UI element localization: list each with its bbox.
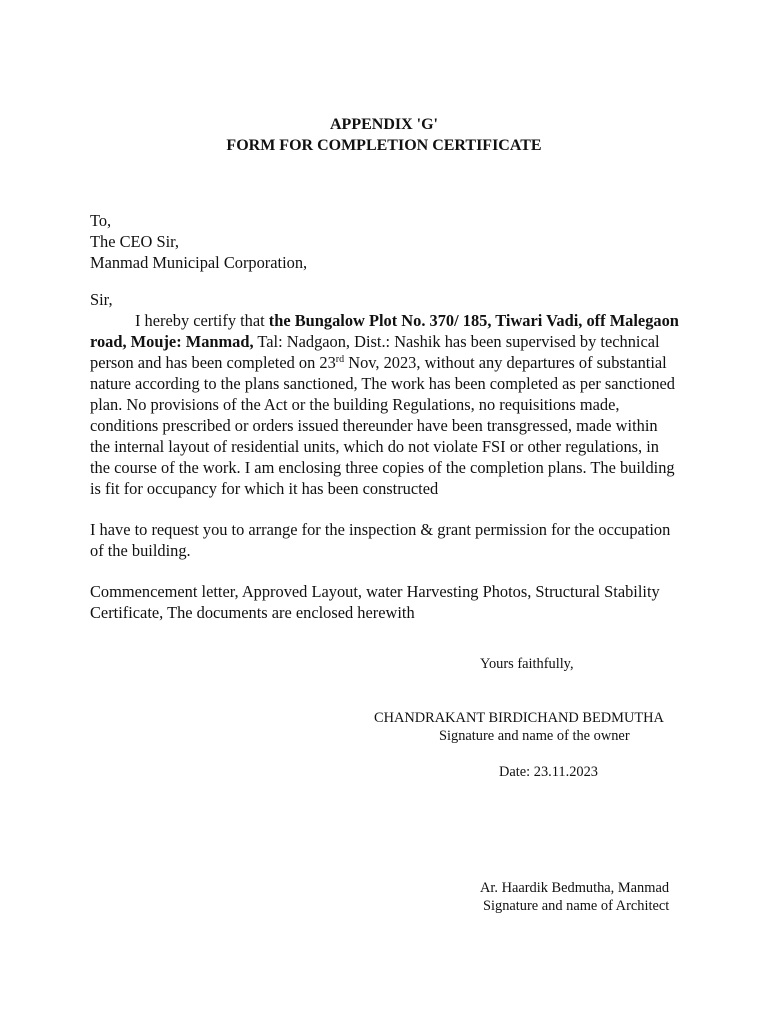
certification-intro: I hereby certify that [135, 311, 269, 330]
owner-name: CHANDRAKANT BIRDICHAND BEDMUTHA [374, 710, 664, 726]
property-description: the Bungalow Plot No. 370/ 185, Tiwari Vadi, off Malegaon road, Mouje: Manmad, [90, 311, 679, 351]
signing-date: Date: 23.11.2023 [499, 764, 598, 780]
certification-location: Tal: Nadgaon, Dist.: Nashik has been supervised by technical person and has been completed on 23 [90, 332, 660, 372]
salutation: Sir, [90, 290, 113, 309]
owner-signature-caption: Signature and name of the owner [439, 728, 630, 744]
request-paragraph: I have to request you to arrange for the inspection & grant permission for the occupation of the building. [90, 520, 671, 560]
date-ordinal-suffix: rd [335, 354, 345, 365]
address-organization: Manmad Municipal Corporation, [90, 253, 308, 272]
address-recipient: The CEO Sir, [90, 232, 180, 251]
architect-name: Ar. Haardik Bedmutha, Manmad [480, 880, 670, 896]
document-subtitle: FORM FOR COMPLETION CERTIFICATE [226, 137, 542, 154]
certification-details: Nov, 2023, without any departures of substantial nature according to the plans sanctioned, The work has been completed as per sanctioned plan. No provisions of the Act or the building Regulations, no requisitions made, conditions prescribed or orders issued thereunder have been transgressed, made within the internal layout of residential units, which do not violate FSI or other regulations, in the course of the work. I am enclosing three copies of the completion plans. The building is fit for occupancy for which it has been constructed [90, 353, 676, 498]
certification-paragraph [90, 310, 680, 499]
enclosures-paragraph: Commencement letter, Approved Layout, water Harvesting Photos, Structural Stability Certificate, The documents are enclosed herewith [90, 582, 660, 622]
document-title: APPENDIX 'G' [330, 116, 438, 133]
closing-text: Yours faithfully, [480, 656, 574, 672]
architect-signature-caption: Signature and name of Architect [483, 898, 670, 914]
address-to: To, [90, 211, 112, 230]
